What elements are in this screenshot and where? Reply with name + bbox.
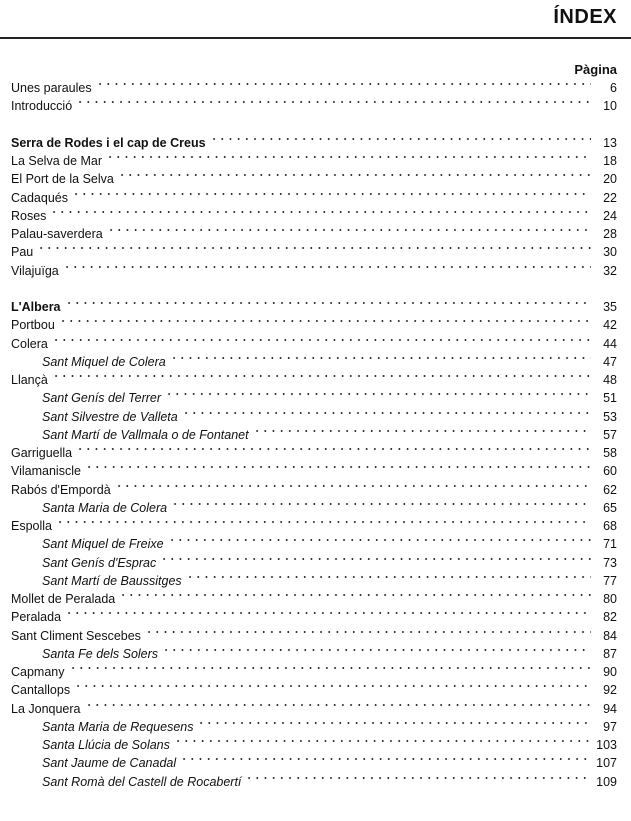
- entry-page-number: 22: [603, 190, 617, 205]
- toc-entry[interactable]: [11, 262, 617, 280]
- dot-leader: [74, 681, 591, 691]
- entry-title: Sant Genís d'Esprac: [42, 555, 157, 570]
- entry-title: Cantallops: [11, 683, 71, 698]
- entry-title: Palau-saverdera: [11, 227, 103, 241]
- entry-title: Llançà: [11, 373, 48, 387]
- toc-entry[interactable]: [11, 608, 617, 626]
- toc-entry[interactable]: [11, 481, 617, 499]
- page-column-header: Pàgina: [574, 62, 617, 77]
- toc-sub-entry[interactable]: [11, 718, 617, 736]
- toc-entry[interactable]: [11, 371, 617, 389]
- dot-leader: [69, 663, 592, 673]
- entry-page-number: 90: [603, 665, 617, 679]
- dot-leader: [59, 316, 591, 326]
- entry-title: Capmany: [11, 665, 65, 679]
- entry-page-number: 77: [603, 573, 617, 588]
- entry-title: Unes paraules: [11, 81, 92, 95]
- entry-title: Sant Genís del Terrer: [42, 391, 162, 406]
- toc-entry[interactable]: [11, 444, 617, 462]
- toc-sub-entry[interactable]: [11, 499, 617, 517]
- page-title: ÍNDEX: [553, 6, 617, 28]
- entry-page-number: 84: [603, 628, 617, 643]
- toc-entry[interactable]: [11, 207, 617, 225]
- toc-sub-entry[interactable]: [11, 408, 617, 426]
- entry-title: Colera: [11, 336, 48, 351]
- toc-sub-entry[interactable]: [11, 535, 617, 553]
- toc-entry[interactable]: [11, 79, 617, 97]
- entry-page-number: 48: [603, 373, 617, 387]
- dot-leader: [197, 718, 591, 728]
- entry-page-number: 53: [603, 409, 617, 424]
- toc-sub-entry[interactable]: [11, 754, 617, 772]
- dot-leader: [85, 462, 591, 472]
- toc-section-entry[interactable]: [11, 134, 617, 152]
- entry-page-number: 92: [603, 683, 617, 698]
- toc-entry[interactable]: [11, 189, 617, 207]
- dot-leader: [162, 645, 591, 655]
- toc-entry[interactable]: [11, 462, 617, 480]
- dot-leader: [118, 170, 591, 180]
- entry-page-number: 51: [603, 391, 617, 406]
- entry-title: Sant Jaume de Canadal: [42, 756, 177, 771]
- dot-leader: [210, 134, 591, 144]
- entry-page-number: 57: [603, 427, 617, 442]
- entry-title: Rabós d'Empordà: [11, 482, 111, 497]
- entry-page-number: 10: [603, 99, 617, 114]
- entry-title: Serra de Rodes i el cap de Creus: [11, 135, 206, 150]
- entry-title: Roses: [11, 208, 47, 223]
- dot-leader: [63, 262, 591, 272]
- toc-sub-entry[interactable]: [11, 572, 617, 590]
- entry-title: Santa Maria de Requesens: [42, 719, 194, 734]
- table-of-contents: [11, 79, 617, 791]
- entry-title: Cadaqués: [11, 190, 68, 205]
- toc-entry[interactable]: [11, 97, 617, 115]
- entry-page-number: 68: [603, 519, 617, 533]
- entry-title: Espolla: [11, 519, 52, 533]
- entry-title: Peralada: [11, 610, 62, 625]
- entry-title: Sant Martí de Vallmala o de Fontanet: [42, 427, 249, 442]
- toc-entry[interactable]: [11, 170, 617, 188]
- toc-sub-entry[interactable]: [11, 389, 617, 407]
- entry-page-number: 24: [603, 208, 617, 223]
- dot-leader: [65, 608, 591, 618]
- entry-page-number: 47: [603, 354, 617, 369]
- entry-page-number: 65: [603, 500, 617, 515]
- entry-title: Sant Miquel de Colera: [42, 354, 166, 369]
- dot-leader: [182, 408, 591, 418]
- entry-title: Introducció: [11, 99, 73, 114]
- toc-sub-entry[interactable]: [11, 773, 617, 791]
- entry-title: Santa Fe dels Solers: [42, 646, 159, 661]
- toc-entry[interactable]: [11, 627, 617, 645]
- entry-page-number: 71: [603, 537, 617, 552]
- entry-title: Sant Climent Sescebes: [11, 628, 141, 643]
- title-rule: [0, 37, 631, 39]
- entry-page-number: 60: [603, 464, 617, 479]
- entry-page-number: 18: [603, 154, 617, 168]
- toc-entry[interactable]: [11, 225, 617, 243]
- entry-page-number: 73: [603, 555, 617, 570]
- toc-entry[interactable]: [11, 316, 617, 334]
- dot-leader: [174, 736, 590, 746]
- dot-leader: [56, 517, 591, 527]
- entry-page-number: 13: [603, 135, 617, 150]
- toc-sub-entry[interactable]: [11, 645, 617, 663]
- dot-leader: [107, 225, 591, 235]
- entry-page-number: 32: [603, 263, 617, 278]
- entry-page-number: 107: [596, 756, 617, 771]
- entry-page-number: 28: [603, 227, 617, 241]
- entry-page-number: 62: [603, 482, 617, 497]
- dot-leader: [253, 426, 591, 436]
- dot-leader: [145, 627, 591, 637]
- dot-leader: [168, 535, 591, 545]
- entry-title: Vilajuïga: [11, 263, 59, 278]
- entry-page-number: 30: [603, 245, 617, 260]
- dot-leader: [106, 152, 591, 162]
- dot-leader: [160, 554, 591, 564]
- entry-title: El Port de la Selva: [11, 172, 114, 187]
- toc-sub-entry[interactable]: [11, 554, 617, 572]
- dot-leader: [37, 243, 591, 253]
- entry-title: Portbou: [11, 318, 55, 333]
- entry-title: Santa Maria de Colera: [42, 500, 168, 515]
- dot-leader: [170, 353, 591, 363]
- toc-sub-entry[interactable]: [11, 736, 617, 754]
- dot-leader: [76, 444, 591, 454]
- dot-leader: [76, 97, 591, 107]
- entry-title: Garriguella: [11, 446, 73, 460]
- dot-leader: [85, 700, 591, 710]
- toc-entry[interactable]: [11, 517, 617, 535]
- entry-page-number: 20: [603, 172, 617, 187]
- entry-page-number: 80: [603, 592, 617, 606]
- dot-leader: [171, 499, 591, 509]
- entry-title: Pau: [11, 245, 34, 260]
- entry-page-number: 103: [596, 738, 617, 752]
- entry-title: Sant Miquel de Freixe: [42, 537, 164, 552]
- toc-entry[interactable]: [11, 663, 617, 681]
- entry-title: Sant Martí de Baussitges: [42, 573, 182, 588]
- entry-page-number: 109: [596, 774, 617, 789]
- entry-title: Santa Llúcia de Solans: [42, 738, 170, 752]
- entry-title: La Jonquera: [11, 701, 81, 716]
- dot-leader: [186, 572, 591, 582]
- entry-title: Mollet de Peralada: [11, 592, 116, 606]
- dot-leader: [52, 371, 591, 381]
- entry-page-number: 87: [603, 646, 617, 661]
- toc-entry[interactable]: [11, 243, 617, 261]
- entry-page-number: 94: [603, 701, 617, 716]
- entry-page-number: 6: [610, 81, 617, 95]
- dot-leader: [245, 773, 590, 783]
- entry-page-number: 58: [603, 446, 617, 460]
- toc-entry[interactable]: [11, 152, 617, 170]
- dot-leader: [180, 754, 590, 764]
- dot-leader: [165, 389, 591, 399]
- dot-leader: [50, 207, 591, 217]
- toc-sub-entry[interactable]: [11, 426, 617, 444]
- entry-title: Vilamaniscle: [11, 464, 81, 479]
- toc-sub-entry[interactable]: [11, 353, 617, 371]
- dot-leader: [52, 335, 591, 345]
- dot-leader: [115, 481, 591, 491]
- toc-entry[interactable]: [11, 681, 617, 699]
- dot-leader: [96, 79, 591, 89]
- entry-page-number: 42: [603, 318, 617, 333]
- entry-title: La Selva de Mar: [11, 154, 103, 168]
- entry-page-number: 44: [603, 336, 617, 351]
- dot-leader: [65, 298, 591, 308]
- entry-page-number: 97: [603, 719, 617, 734]
- dot-leader: [72, 189, 591, 199]
- toc-entry[interactable]: [11, 700, 617, 718]
- toc-entry[interactable]: [11, 335, 617, 353]
- entry-title: Sant Romà del Castell de Rocabertí: [42, 774, 242, 789]
- toc-entry[interactable]: [11, 590, 617, 608]
- entry-page-number: 82: [603, 610, 617, 625]
- entry-page-number: 35: [603, 300, 617, 314]
- dot-leader: [119, 590, 591, 600]
- entry-title: L'Albera: [11, 300, 61, 314]
- toc-section-entry[interactable]: [11, 298, 617, 316]
- entry-title: Sant Silvestre de Valleta: [42, 409, 178, 424]
